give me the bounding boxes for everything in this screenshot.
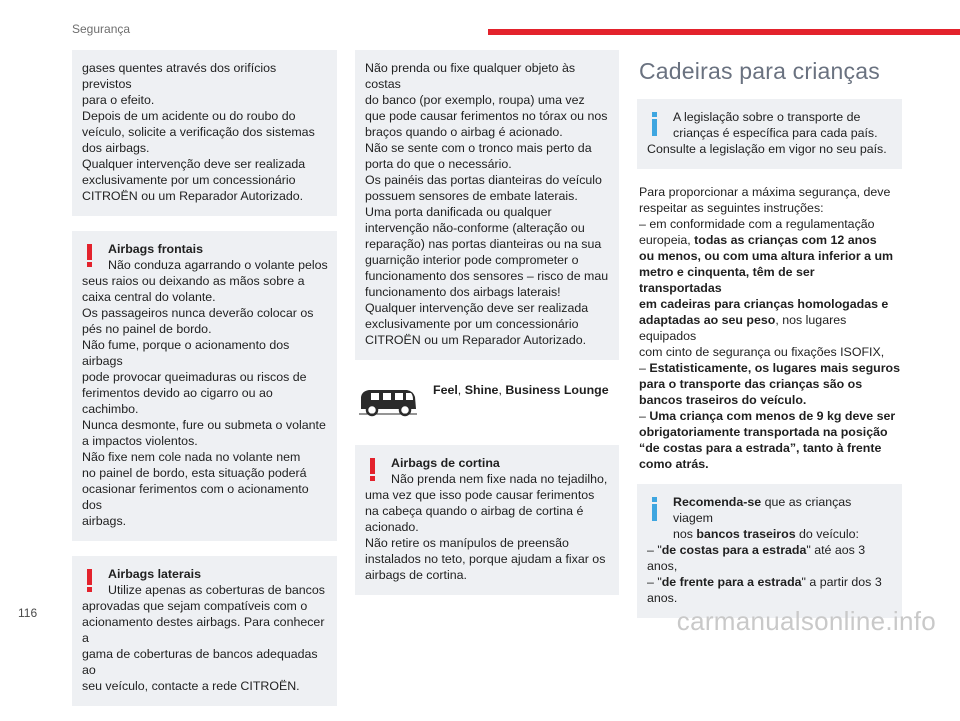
text-line <box>639 232 900 248</box>
warning-exclamation-icon <box>86 244 94 268</box>
text-line: caixa central do volante. <box>82 290 216 304</box>
text-line: para o transporte das crianças são os <box>639 377 863 391</box>
text-run-bold: adaptadas ao seu peso <box>639 313 776 327</box>
text-line: Nunca desmonte, fure ou submeta o volante <box>82 418 326 432</box>
watermark: carmanualsonline.info <box>676 606 936 636</box>
text-line: uma vez que isso pode causar ferimentos <box>365 488 595 502</box>
text-line: A legislação sobre o transporte de <box>673 110 861 124</box>
text-line: aprovadas que sejam compatíveis com o <box>82 599 308 613</box>
text-line: gama de coberturas de bancos adequadas ao <box>82 647 318 677</box>
text-line: seu veículo, contacte a rede CITROËN. <box>82 679 300 693</box>
text-line <box>639 360 900 376</box>
text-line <box>639 312 900 344</box>
text-line: ou menos, ou com uma altura inferior a um <box>639 249 894 263</box>
text-run-bold: bancos traseiros <box>696 527 796 541</box>
text-run: – " <box>647 575 662 589</box>
text-line: Não retire os manípulos de preensão <box>365 536 569 550</box>
text-line <box>647 494 893 526</box>
version-shine: Shine <box>464 383 499 397</box>
curtain-airbags-warning-box <box>355 445 619 595</box>
text-line: veículo, solicite a verificação dos sistemas <box>82 125 315 139</box>
text-run-bold: de costas para a estrada <box>661 543 807 557</box>
side-airbags-warning-box <box>72 556 337 706</box>
header-red-bar <box>488 29 960 35</box>
text-line: anos, <box>647 559 678 573</box>
text-line: CITROËN ou um Reparador Autorizado. <box>365 333 587 347</box>
text-line: intervenção não-conforme (alteração ou <box>365 221 585 235</box>
text-line: no painel de bordo, esta situação poderá <box>82 466 307 480</box>
instructions-paragraph <box>637 184 902 472</box>
text-run-bold: Recomenda-se <box>673 495 762 509</box>
version-feel: Feel <box>433 383 458 397</box>
separator: , <box>457 383 465 397</box>
text-line: na cabeça quando o airbag de cortina é <box>365 504 584 518</box>
text-run: " a partir dos 3 <box>801 575 882 589</box>
text-line <box>647 542 893 558</box>
text-line: Não se sente com o tronco mais perto da <box>365 141 592 155</box>
text-line: Para proporcionar a máxima segurança, deve <box>639 185 891 199</box>
text-line: como atrás. <box>639 457 709 471</box>
warning-title: Airbags de cortina <box>391 456 500 470</box>
text-line <box>639 408 900 424</box>
text-run: do veículo: <box>795 527 859 541</box>
text-line: acionado. <box>365 520 419 534</box>
text-line: ocasionar ferimentos com o acionamento dos <box>82 482 309 512</box>
legislation-info-box <box>637 99 902 169</box>
text-line: Os painéis das portas dianteiras do veículo <box>365 173 602 187</box>
text-run: " até aos 3 <box>806 543 866 557</box>
column-2 <box>355 50 619 610</box>
text-line: – em conformidade com a regulamentação <box>639 217 875 231</box>
text-line: crianças é específica para cada país. <box>673 126 878 140</box>
text-line: Não fume, porque o acionamento dos airbags <box>82 338 290 368</box>
text-line: Depois de um acidente ou do roubo do <box>82 109 296 123</box>
text-run: , nos lugares equipados <box>639 313 847 343</box>
version-business-lounge: Business Lounge <box>505 383 609 397</box>
text-line: gases quentes através dos orifícios previstos <box>82 61 277 91</box>
text-run: – <box>639 409 650 423</box>
text-line <box>647 526 893 542</box>
recommendation-info-box <box>637 484 902 618</box>
text-line: acionamento destes airbags. Para conhecer a <box>82 615 325 645</box>
text-line: exclusivamente por um concessionário <box>82 173 296 187</box>
text-line: CITROËN ou um Reparador Autorizado. <box>82 189 304 203</box>
text-line: ferimentos devido ao cigarro ou ao cachimbo. <box>82 386 273 416</box>
text-line: respeitar as seguintes instruções: <box>639 201 824 215</box>
text-line: Consulte a legislação em vigor no seu país. <box>647 142 887 156</box>
version-applicability <box>355 375 619 433</box>
text-line <box>647 574 893 590</box>
front-airbags-warning-box <box>72 231 337 541</box>
text-line: para o efeito. <box>82 93 155 107</box>
text-line: com cinto de segurança ou fixações ISOFIX, <box>639 345 885 359</box>
text-line: metro e cinquenta, têm de ser transportadas <box>639 265 815 295</box>
text-line: pés no painel de bordo. <box>82 322 212 336</box>
text-line: Não fixe nem cole nada no volante nem <box>82 450 301 464</box>
text-run: europeia, <box>639 233 695 247</box>
text-run: nos <box>673 527 697 541</box>
text-line: Qualquer intervenção deve ser realizada <box>82 157 306 171</box>
text-run-bold: todas as crianças com 12 anos <box>694 233 877 247</box>
text-line: exclusivamente por um concessionário <box>365 317 579 331</box>
text-line: dos airbags. <box>82 141 150 155</box>
page-number: 116 <box>18 606 38 620</box>
text-line: Não prenda nem fixe nada no tejadilho, <box>391 472 608 486</box>
info-i-icon <box>651 497 659 523</box>
text-line: airbags. <box>82 514 127 528</box>
warning-continuation-box <box>72 50 337 216</box>
text-line: Uma porta danificada ou qualquer <box>365 205 552 219</box>
section-label: Segurança <box>72 22 131 36</box>
van-version-icon <box>357 385 419 417</box>
text-line: airbags de cortina. <box>365 568 467 582</box>
side-airbags-continuation-box <box>355 50 619 360</box>
text-line: “de costas para a estrada”, tanto à frente <box>639 441 882 455</box>
column-3 <box>637 50 902 633</box>
text-run-bold: de frente para a estrada <box>661 575 802 589</box>
text-line: Qualquer intervenção deve ser realizada <box>365 301 589 315</box>
column-1 <box>72 50 337 721</box>
text-line: Utilize apenas as coberturas de bancos <box>108 583 325 597</box>
text-line: porta do que o necessário. <box>365 157 512 171</box>
text-line: em cadeiras para crianças homologadas e <box>639 297 889 311</box>
text-run: – " <box>647 543 662 557</box>
text-line: a impactos violentos. <box>82 434 198 448</box>
text-line: seus raios ou deixando as mãos sobre a <box>82 274 305 288</box>
text-line: guarnição interior pode comprometer o <box>365 253 579 267</box>
warning-title: Airbags laterais <box>108 567 201 581</box>
text-run: que as crianças viagem <box>673 495 852 525</box>
text-line: Não conduza agarrando o volante pelos <box>108 258 328 272</box>
warning-exclamation-icon <box>369 458 377 482</box>
text-line: que pode causar ferimentos no tórax ou nos <box>365 109 608 123</box>
text-line: Não prenda ou fixe qualquer objeto às costas <box>365 61 576 91</box>
text-run-bold: Uma criança com menos de 9 kg deve ser <box>649 409 896 423</box>
info-i-icon <box>651 112 659 138</box>
text-line: funcionamento dos airbags laterais! <box>365 285 561 299</box>
text-line: bancos traseiros do veículo. <box>639 393 807 407</box>
warning-title: Airbags frontais <box>108 242 204 256</box>
version-list <box>433 383 609 397</box>
text-line: pode provocar queimaduras ou riscos de <box>82 370 307 384</box>
text-line: braços quando o airbag é acionado. <box>365 125 563 139</box>
text-line: reparação) nas portas dianteiras ou na sua <box>365 237 602 251</box>
separator: , <box>498 383 506 397</box>
text-line: possuem sensores de embate laterais. <box>365 189 578 203</box>
text-line: anos. <box>647 591 678 605</box>
text-run: – <box>639 361 650 375</box>
text-line: funcionamento dos sensores – risco de mau <box>365 269 609 283</box>
warning-exclamation-icon <box>86 569 94 593</box>
text-line: Os passageiros nunca deverão colocar os <box>82 306 314 320</box>
text-line: obrigatoriamente transportada na posição <box>639 425 888 439</box>
text-line: do banco (por exemplo, roupa) uma vez <box>365 93 585 107</box>
text-run-bold: Estatisticamente, os lugares mais seguros <box>649 361 901 375</box>
section-heading: Cadeiras para crianças <box>639 58 880 84</box>
text-line: instalados no teto, porque ajudam a fixar os <box>365 552 606 566</box>
